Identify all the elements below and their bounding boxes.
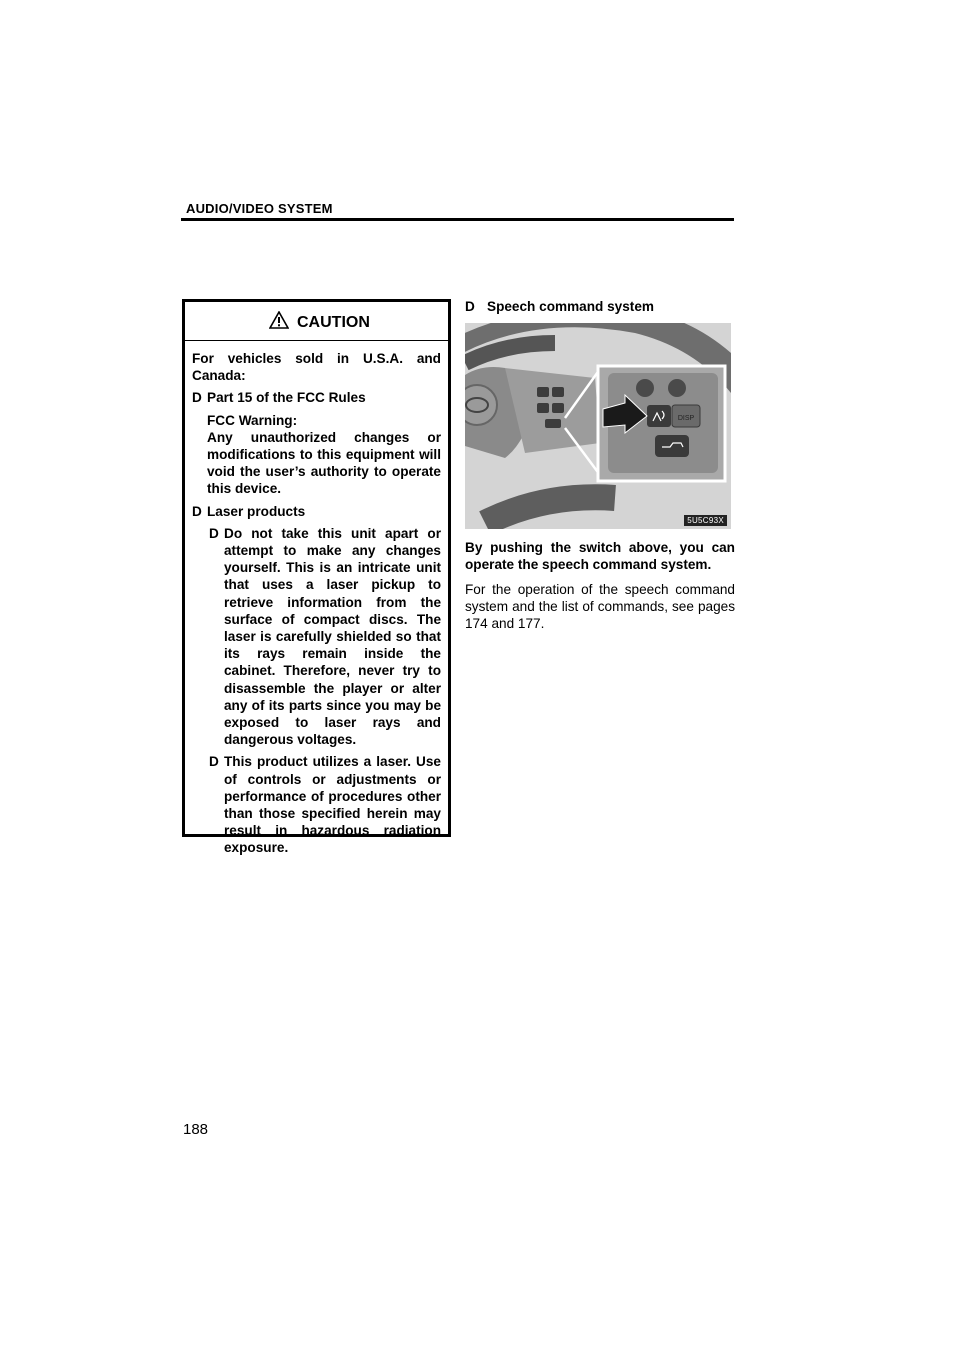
fcc-item	[192, 389, 441, 406]
laser-subitem-1-text: Do not take this unit apart or attempt to make any changes yourself. This is an intricate unit that uses a laser pickup to retrieve information from the surface of compact discs. The laser is carefully shielded so that its rays remain inside the cabinet. Therefore, never try to disassemble the player or alter any of its parts since you may be exposed to laser rays and dangerous voltages.	[224, 525, 441, 748]
bullet-icon: D	[209, 525, 219, 541]
steering-switch-figure	[465, 323, 731, 529]
caution-intro: For vehicles sold in U.S.A. and Canada:	[192, 351, 441, 384]
warning-triangle-icon	[269, 311, 289, 329]
speech-heading-row	[465, 299, 735, 314]
figure-code: 5U5C93X	[684, 515, 727, 526]
header-rule	[181, 218, 734, 221]
laser-item-label: Laser products	[207, 503, 306, 519]
speech-reference: For the operation of the speech command system and the list of commands, see pages 174 and 177.	[465, 582, 735, 631]
disp-label: DISP	[677, 415, 695, 422]
laser-subitem-2	[192, 753, 441, 856]
bullet-icon: D	[465, 299, 475, 314]
fcc-warning-label: FCC Warning:	[207, 412, 298, 428]
caution-header	[185, 302, 448, 341]
speech-heading	[465, 299, 735, 314]
page-number: 188	[183, 1121, 209, 1138]
fcc-warning-text: Any unauthorized changes or modifications to this equipment will void the user’s authority to operate this device.	[207, 429, 441, 497]
fcc-item-label: Part 15 of the FCC Rules	[207, 390, 366, 406]
speech-heading-label: Speech command system	[487, 299, 654, 314]
caution-box	[182, 299, 451, 856]
steering-wheel-illustration	[465, 323, 731, 529]
bullet-icon: D	[192, 390, 202, 406]
caution-body	[185, 341, 448, 857]
speech-instruction: By pushing the switch above, you can operate the speech command system.	[465, 540, 735, 572]
laser-subitem-2-text: This product utilizes a laser. Use of controls or adjustments or performance of procedures other than those specified herein may result in hazardous radiation exposure.	[224, 754, 441, 856]
laser-item	[192, 503, 441, 520]
caution-title: CAUTION	[297, 314, 370, 331]
bullet-icon: D	[209, 754, 219, 770]
section-title: AUDIO/VIDEO SYSTEM	[186, 201, 333, 216]
laser-subitem-1	[192, 525, 441, 749]
bullet-icon: D	[192, 503, 202, 519]
